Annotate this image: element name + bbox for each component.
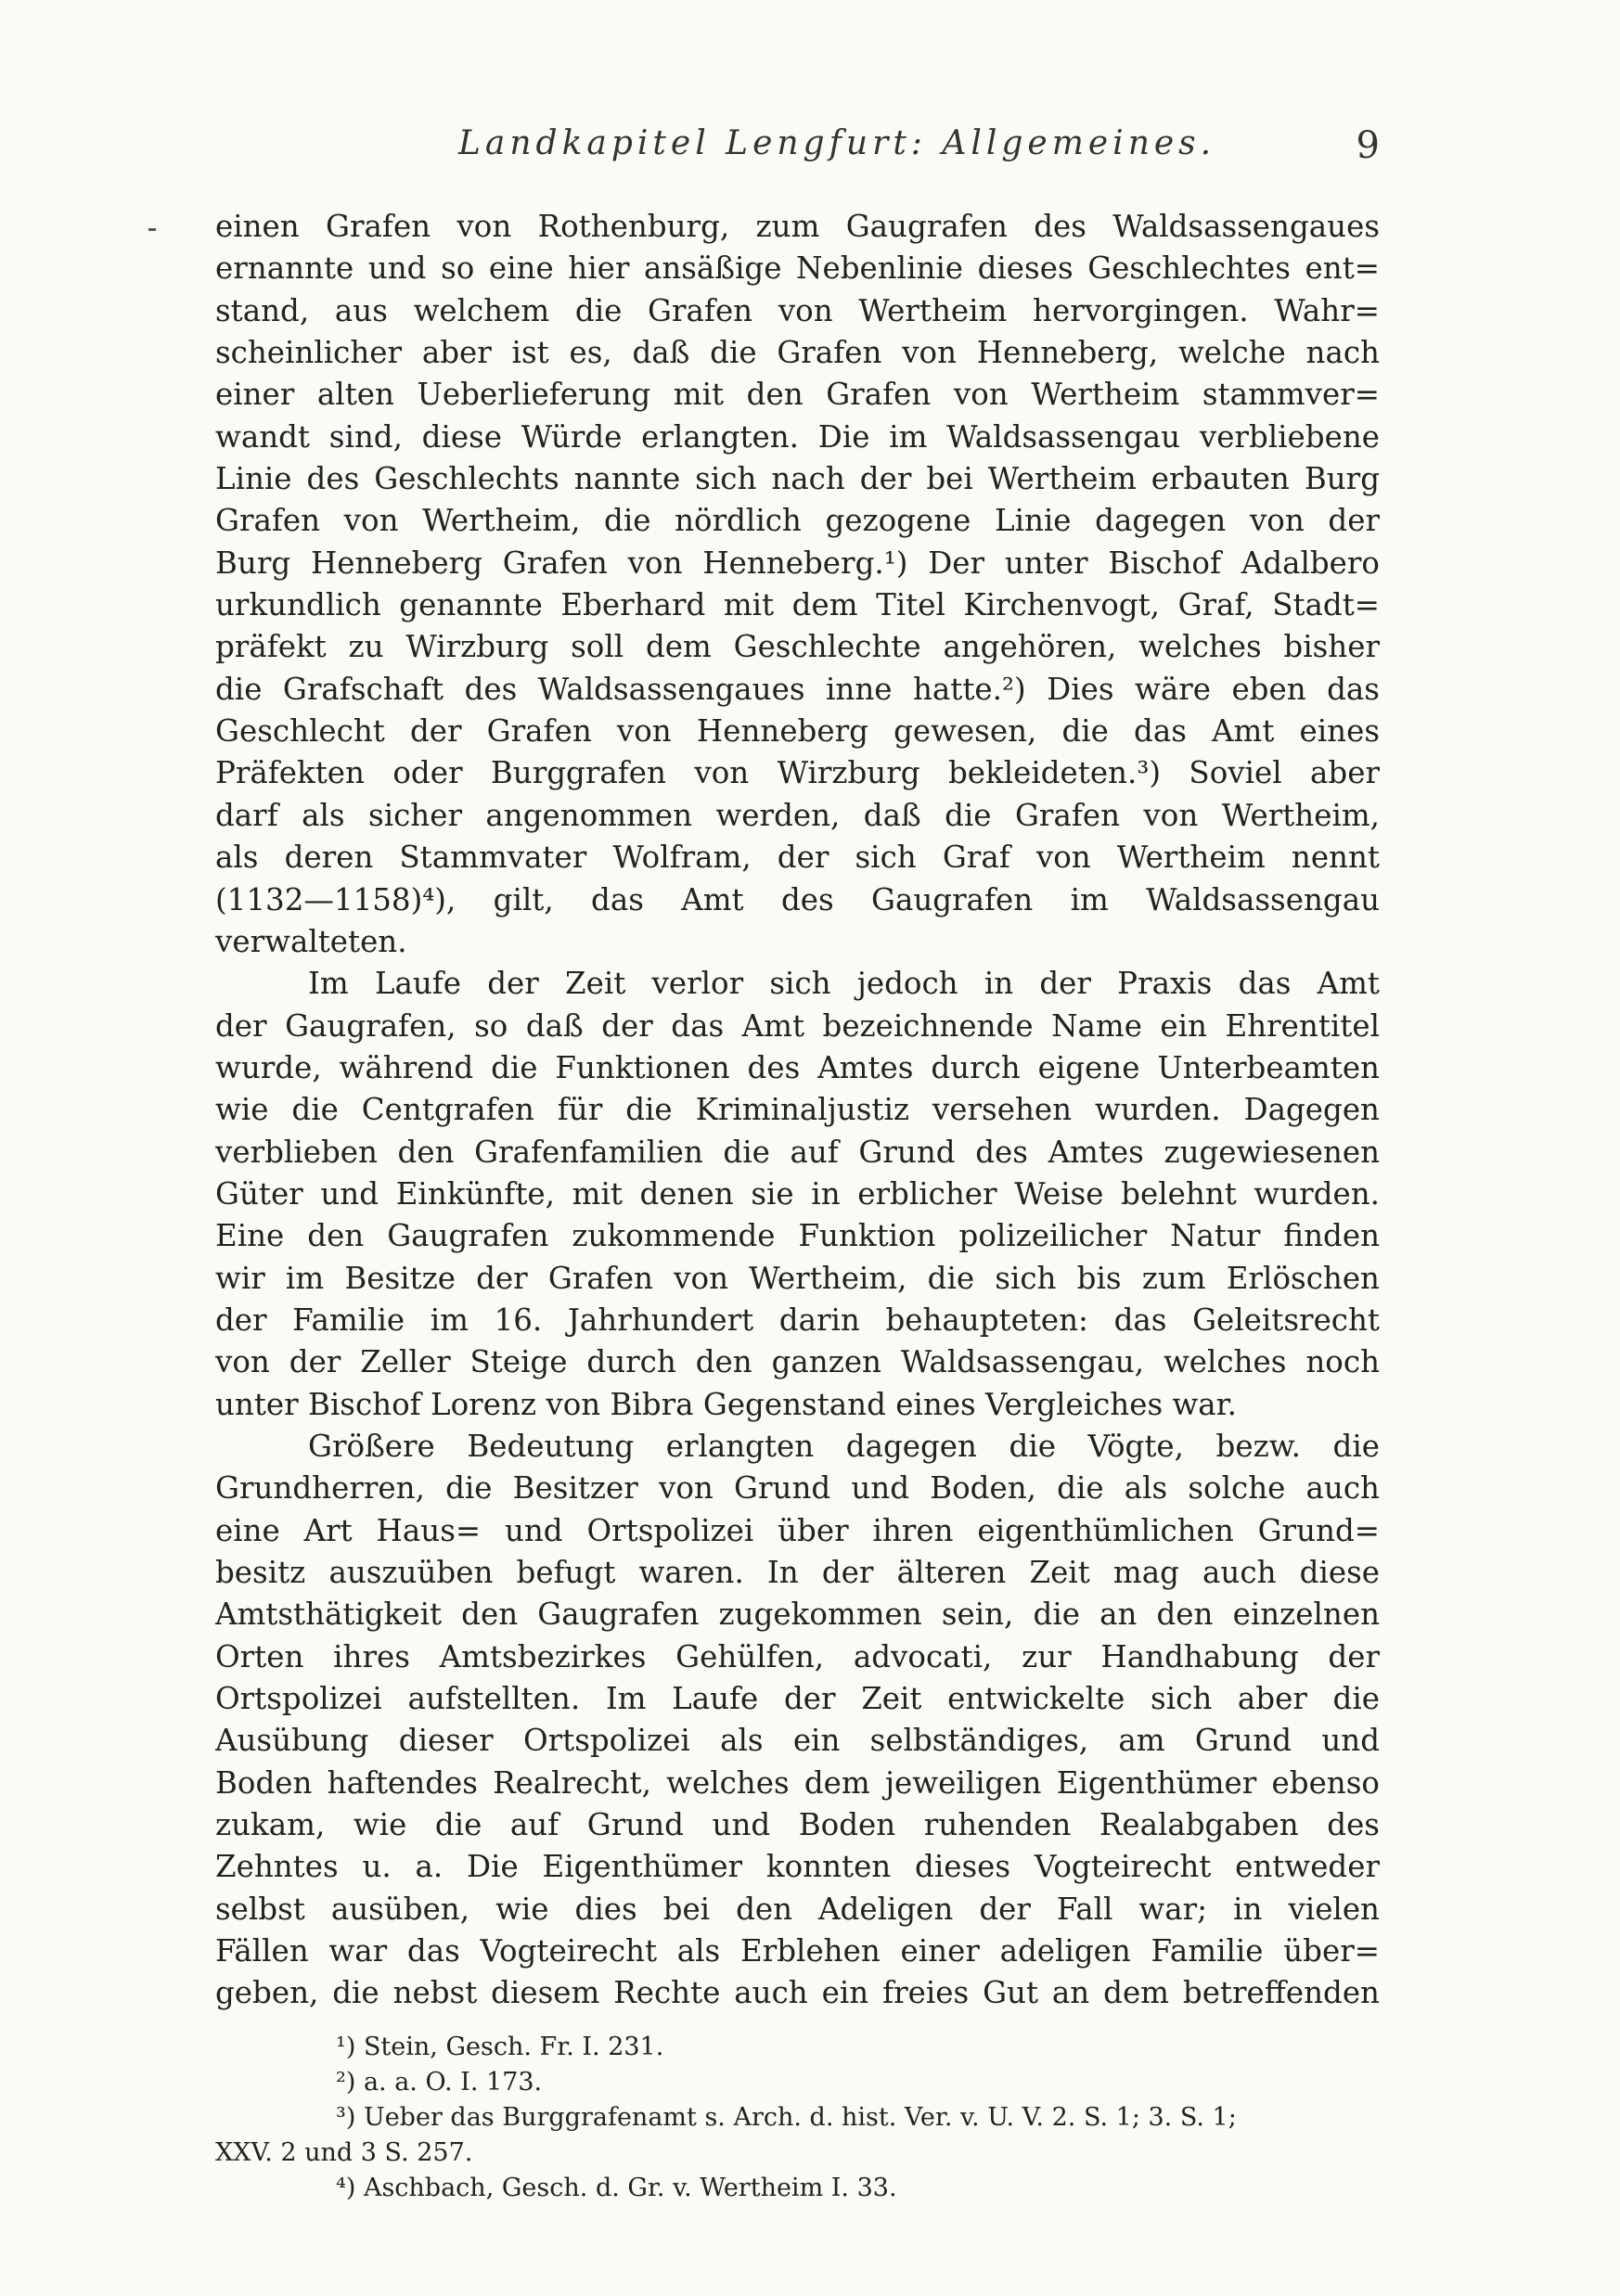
text-line: wandt sind, diese Würde erlangten. Die im Waldsassengau verbliebene xyxy=(215,418,1380,455)
text-line: (1132—1158)⁴), gilt, das Amt des Gaugrafen im Waldsassengau xyxy=(215,881,1380,917)
text-line: die Grafschaft des Waldsassengaues inne hatte.²) Dies wäre eben das xyxy=(215,671,1380,707)
text-line: der Gaugrafen, so daß der das Amt bezeichnende Name ein Ehrentitel xyxy=(215,1007,1380,1044)
footnotes xyxy=(215,2030,1380,2206)
text-line: wurde, während die Funktionen des Amtes durch eigene Unterbeamten xyxy=(215,1049,1380,1085)
text-line: unter Bischof Lorenz von Bibra Gegenstand eines Vergleiches war. xyxy=(215,1386,1237,1422)
text-line: Präfekten oder Burggrafen von Wirzburg bekleideten.³) Soviel aber xyxy=(215,755,1380,791)
text-line: Zehntes u. a. Die Eigenthümer konnten dieses Vogteirecht entweder xyxy=(215,1849,1380,1885)
text-line: präfekt zu Wirzburg soll dem Geschlechte angehören, welches bisher xyxy=(215,629,1380,665)
text-line: selbst ausüben, wie dies bei den Adeligen der Fall war; in vielen xyxy=(215,1891,1380,1927)
text-line: Grafen von Wertheim, die nördlich gezogene Linie dagegen von der xyxy=(215,503,1380,539)
text-line: Ortspolizei aufstellten. Im Laufe der Zeit entwickelte sich aber die xyxy=(215,1681,1380,1717)
text-line: eine Art Haus= und Ortspolizei über ihren eigenthümlichen Grund= xyxy=(215,1512,1380,1548)
page-number: 9 xyxy=(1356,124,1380,167)
footnote-line: ³) Ueber das Burggrafenamt s. Arch. d. hist. Ver. v. U. V. 2. S. 1; 3. S. 1; xyxy=(336,2103,1237,2132)
text-line: verwalteten. xyxy=(215,923,407,959)
body-text xyxy=(215,206,1380,2015)
text-line: besitz auszuüben befugt waren. In der älteren Zeit mag auch diese xyxy=(215,1555,1380,1590)
margin-mark xyxy=(148,228,156,231)
text-line: der Familie im 16. Jahrhundert darin behaupteten: das Geleitsrecht xyxy=(215,1302,1380,1338)
running-head: Landkapitel Lengfurt: Allgemeines. xyxy=(458,124,1216,162)
text-line: Größere Bedeutung erlangten dagegen die Vögte, bezw. die xyxy=(308,1428,1380,1464)
footnote-line: XXV. 2 und 3 S. 257. xyxy=(215,2138,473,2167)
text-line: Fällen war das Vogteirecht als Erblehen einer adeligen Familie über= xyxy=(215,1933,1380,1969)
text-line: scheinlicher aber ist es, daß die Grafen von Henneberg, welche nach xyxy=(215,335,1380,371)
text-line: einen Grafen von Rothenburg, zum Gaugrafen des Waldsassengaues xyxy=(215,209,1380,244)
text-line: Grundherren, die Besitzer von Grund und Boden, die als solche auch xyxy=(215,1470,1380,1507)
text-line: zukam, wie die auf Grund und Boden ruhenden Realabgaben des xyxy=(215,1807,1380,1843)
footnote-line: ²) a. a. O. I. 173. xyxy=(336,2068,543,2097)
text-line: stand, aus welchem die Grafen von Wertheim hervorgingen. Wahr= xyxy=(215,292,1380,328)
text-line: Ausübung dieser Ortspolizei als ein selbständiges, am Grund und xyxy=(215,1723,1380,1759)
footnote-line: ⁴) Aschbach, Gesch. d. Gr. v. Wertheim I. 33. xyxy=(336,2174,897,2202)
text-line: Amtsthätigkeit den Gaugrafen zugekommen sein, die an den einzelnen xyxy=(215,1597,1380,1633)
page-header xyxy=(215,117,1380,173)
text-line: Im Laufe der Zeit verlor sich jedoch in der Praxis das Amt xyxy=(308,966,1380,1002)
text-line: urkundlich genannte Eberhard mit dem Titel Kirchenvogt, Graf, Stadt= xyxy=(215,587,1380,623)
text-line: Linie des Geschlechts nannte sich nach der bei Wertheim erbauten Burg xyxy=(215,461,1380,497)
text-line: wir im Besitze der Grafen von Wertheim, die sich bis zum Erlöschen xyxy=(215,1260,1380,1296)
text-line: von der Zeller Steige durch den ganzen Waldsassengau, welches noch xyxy=(215,1344,1380,1380)
footnote-line: ¹) Stein, Gesch. Fr. I. 231. xyxy=(336,2033,664,2061)
text-line: verblieben den Grafenfamilien die auf Grund des Amtes zugewiesenen xyxy=(215,1134,1380,1170)
text-line: Orten ihres Amtsbezirkes Gehülfen, advocati, zur Handhabung der xyxy=(215,1638,1380,1674)
text-line: Boden haftendes Realrecht, welches dem jeweiligen Eigenthümer ebenso xyxy=(215,1764,1380,1801)
text-line: geben, die nebst diesem Rechte auch ein freies Gut an dem betreffenden xyxy=(215,1975,1380,2011)
text-line: darf als sicher angenommen werden, daß die Grafen von Wertheim, xyxy=(215,797,1380,833)
text-line: ernannte und so eine hier ansäßige Nebenlinie dieses Geschlechtes ent= xyxy=(215,250,1380,287)
text-line: Eine den Gaugrafen zukommende Funktion polizeilicher Natur finden xyxy=(215,1218,1380,1254)
text-line: wie die Centgrafen für die Kriminaljustiz versehen wurden. Dagegen xyxy=(215,1092,1380,1128)
text-line: Geschlecht der Grafen von Henneberg gewesen, die das Amt eines xyxy=(215,713,1380,750)
text-line: Burg Henneberg Grafen von Henneberg.¹) Der unter Bischof Adalbero xyxy=(215,545,1380,581)
text-line: Güter und Einkünfte, mit denen sie in erblicher Weise belehnt wurden. xyxy=(215,1175,1380,1212)
text-line: als deren Stammvater Wolfram, der sich Graf von Wertheim nennt xyxy=(215,840,1380,876)
text-line: einer alten Ueberlieferung mit den Grafen von Wertheim stammver= xyxy=(215,377,1380,413)
